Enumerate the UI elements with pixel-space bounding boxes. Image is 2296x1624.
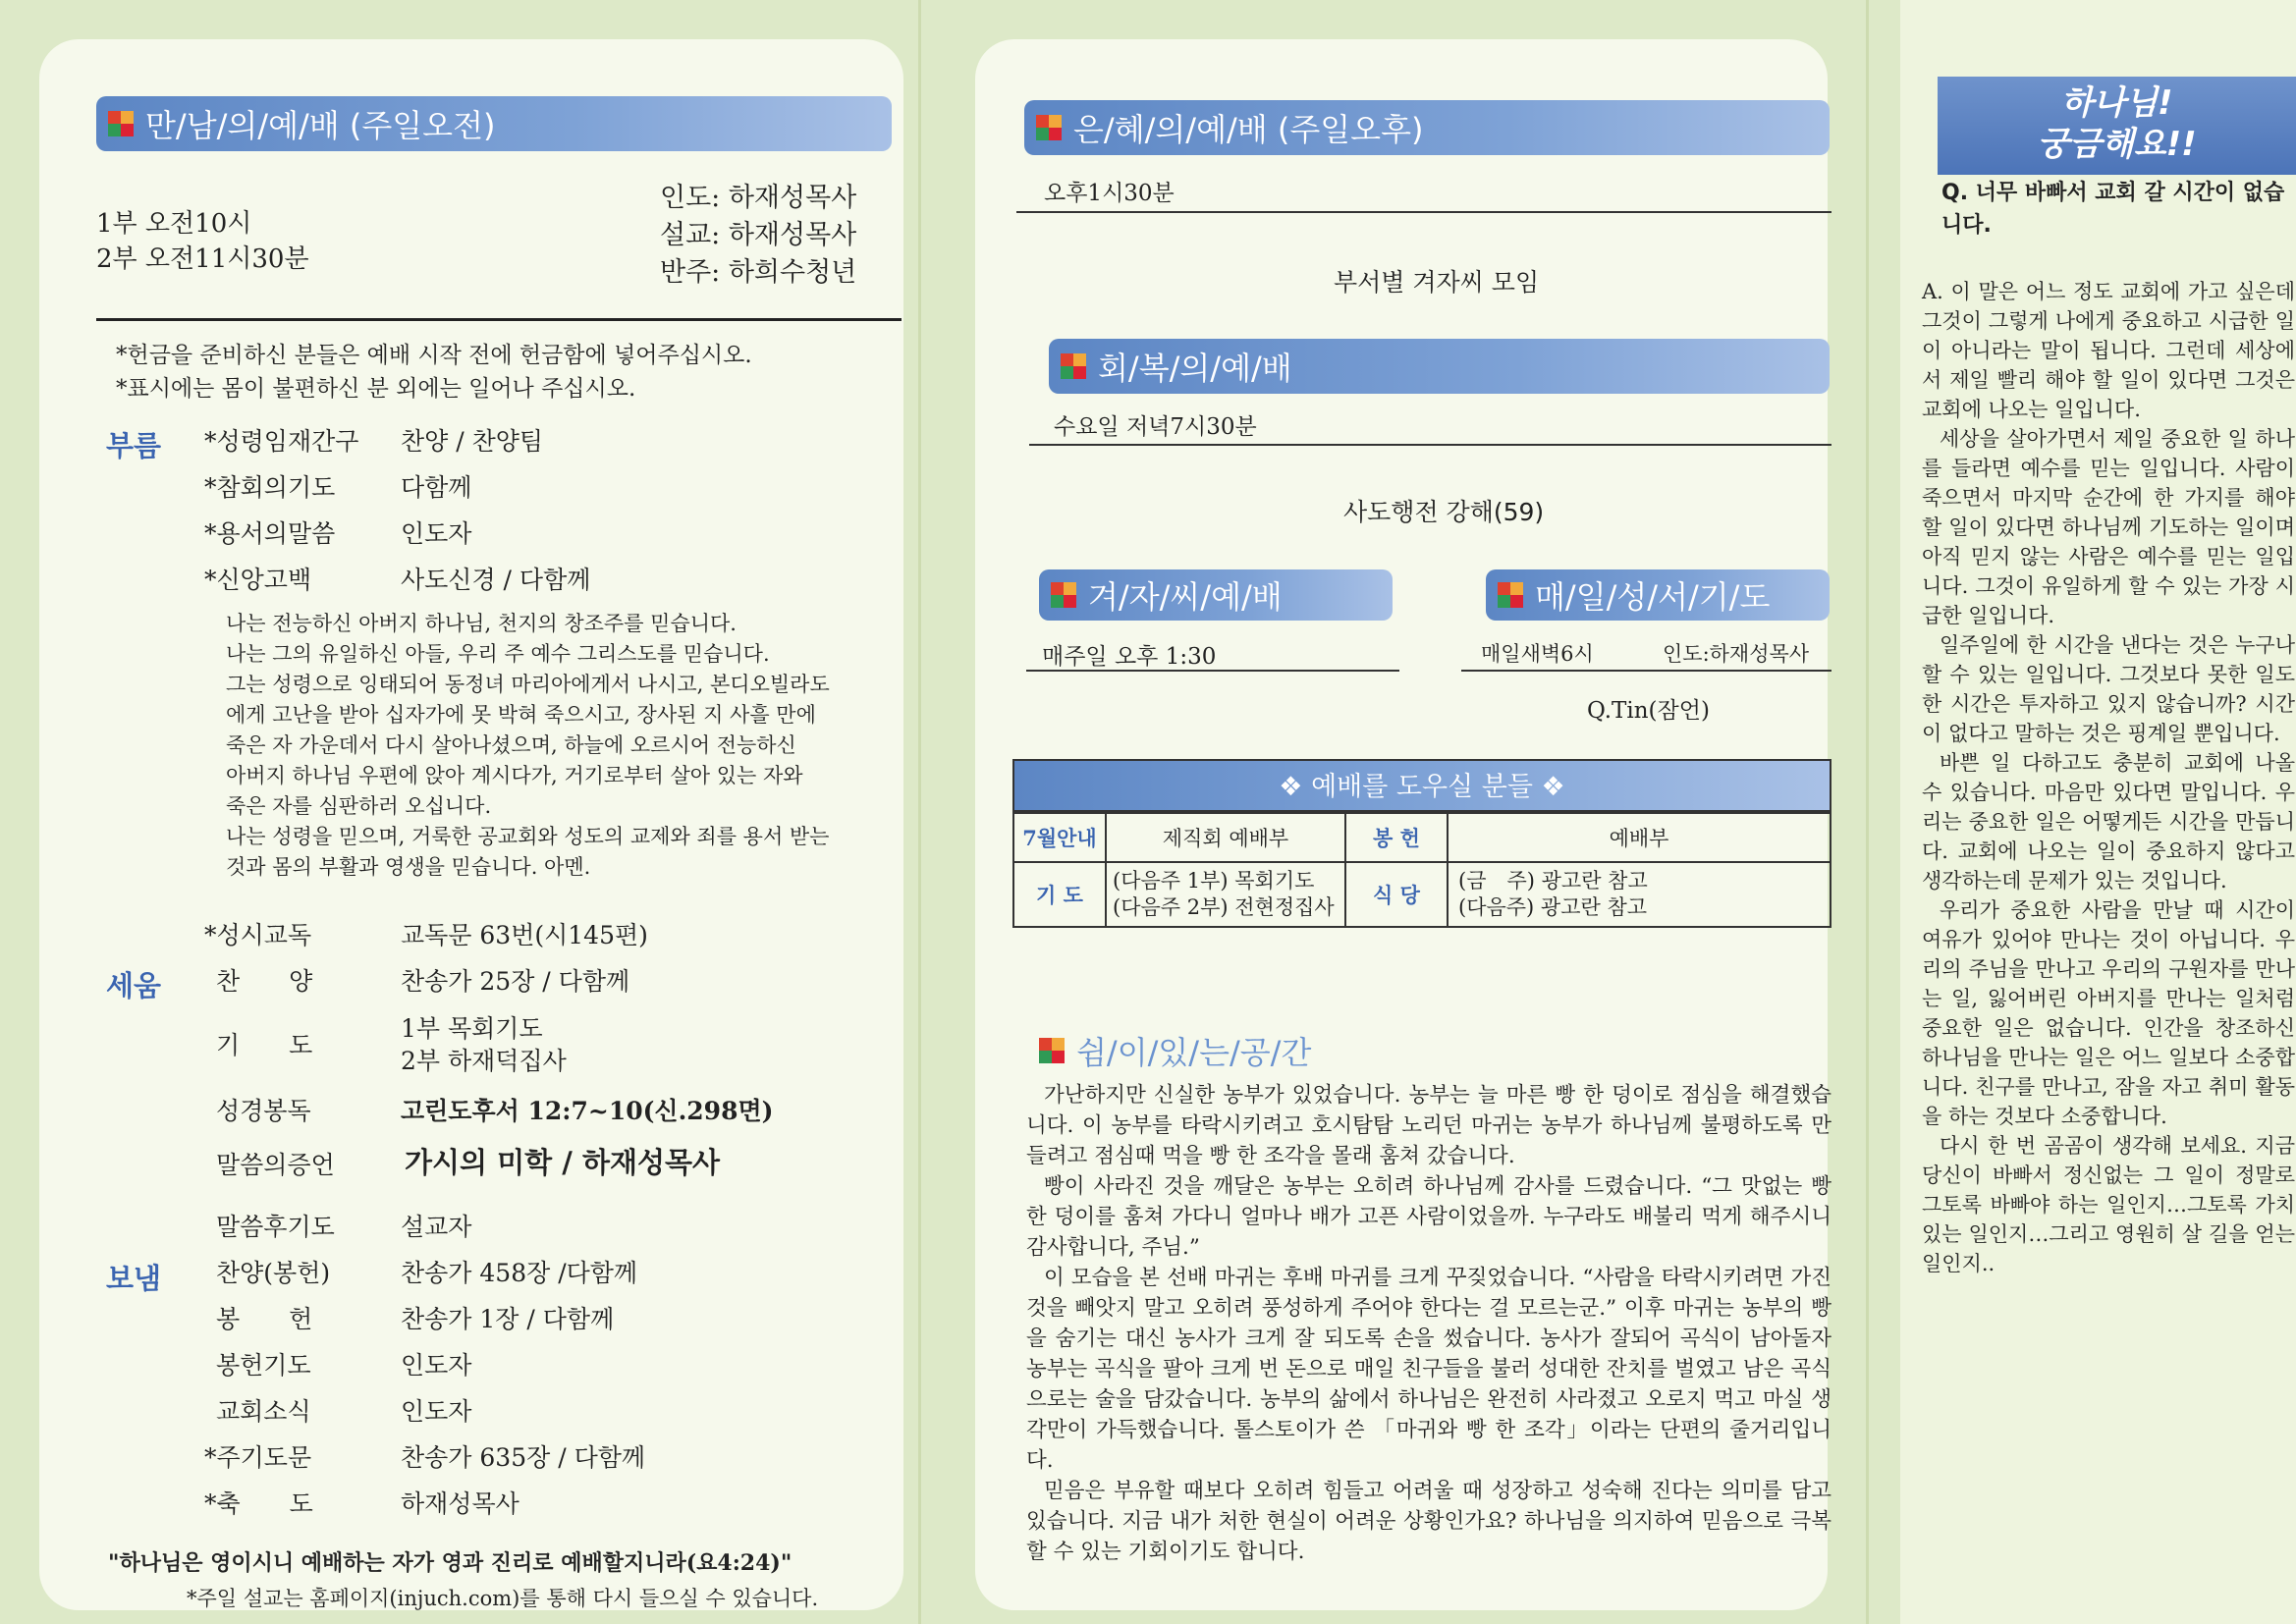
- service-times: 1부 오전10시 2부 오전11시30분: [96, 209, 309, 274]
- section-call: 부름: [106, 429, 162, 462]
- colored-square-icon: [108, 111, 134, 136]
- order-label: *주기도문: [204, 1443, 312, 1472]
- morning-worship-header: [96, 96, 892, 151]
- recovery-worship-title: 회/복/의/예/배: [1098, 350, 1292, 387]
- rest-space-story: 가난하지만 신실한 농부가 있었습니다. 농부는 늘 마른 빵 한 덩이로 점심을 해결했습니다. 이 농부를 타락시키려고 호시탐탐 노리던 마귀는 농부가 하나님께 불평하도록 만들려고 점심때 먹을 빵 한 조각을 몰래 훔쳐 갔습니다. 빵이 사라진 것을 깨달은 농부는 오히려 하나님께 감사를 드렸습니다. “그 맛없는 빵 한 덩이를 훔쳐 가다니 얼마나 배가 고픈 사람이었을까. 누구라도 배불리 먹게 해주시니 감사합니다, 주님.” 이 모습을 본 선배 마귀는 후배 마귀를 크게 꾸짖었습니다. “사람을 타락시키려면 가진 것을 빼앗지 말고 오히려 풍성하게 주어야 한다는 걸 모르는군.” 이후 마귀는 농부의 빵을 숨기는 대신 농사가 크게 잘 되도록 손을 썼습니다. 농사가 잘되어 곡식이 남아돌자 농부는 곡식을 팔아 크게 번 돈으로 매일 친구들을 불러 성대한 잔치를 벌였고 남은 곡식으로는 술을 담갔습니다. 농부의 삶에서 하나님은 완전히 사라졌고 오로지 먹고 마실 생각만이 가득했습니다. 톨스토이가 쓴 「마귀와 빵 한 조각」이라는 단편의 줄거리입니다. 믿음은 부유할 때보다 오히려 힘들고 어려울 때 성장하고 성숙해 진다는 의미를 담고 있습니다. 지금 내가 처한 현실이 어려운 상황인가요? 하나님을 의지하여 믿음으로 극복할 수 있는 기회이기도 합니다.: [1026, 1083, 1831, 1564]
- mustard-worship-header: [1039, 569, 1393, 621]
- faq-answer: A. 이 말은 어느 정도 교회에 가고 싶은데 그것이 그렇게 나에게 중요하고 시급한 일이 아니라는 말이 됩니다. 그런데 세상에서 제일 빨리 해야 할 일이 있다면 그것은 교회에 나오는 일입니다. 세상을 살아가면서 제일 중요한 일 하나를 들라면 예수를 믿는 일입니다. 사람이 죽으면서 마지막 순간에 한 가지를 해야 할 일이 있다면 하나님께 기도하는 일이며 아직 믿지 않는 사람은 예수를 믿는 일입니다. 그것이 유일하게 할 수 있는 가장 시급한 일입니다. 일주일에 한 시간을 낸다는 것은 누구나 할 수 있는 일입니다. 그것보다 못한 일도 한 시간은 투자하고 있지 않습니까? 시간이 없다고 말하는 것은 핑계일 뿐입니다. 바쁜 일 다하고도 충분히 교회에 나올 수 있습니다. 마음만 있다면 말입니다. 우리는 중요한 일은 어떻게든 시간을 만듭니다. 교회에 나오는 일이 중요하지 않다고 생각하는데 문제가 있는 것입니다. 우리가 중요한 사람을 만날 때 시간이 여유가 있어야 만나는 것이 아닙니다. 우리의 주님을 만나고 우리의 구원자를 만나는 일, 잃어버린 아버지를 만나는 일처럼 중요한 일은 없습니다. 인간을 창조하신 하나님을 만나는 일은 어느 일보다 소중합니다. 친구를 만나고, 잠을 자고 취미 활동을 하는 것보다 소중합니다. 다시 한 번 곰곰이 생각해 보세요. 지금 당신이 바빠서 정신없는 그 일이 정말로 그토록 바빠야 하는 일인지…그토록 가치있는 일인지…그리고 영원히 살 길을 얻는 일인지..: [1922, 280, 2295, 1275]
- order-label: 성경봉독: [216, 1097, 311, 1125]
- order-label: 말씀후기도: [216, 1213, 335, 1241]
- faq-panel: [1900, 0, 2296, 1624]
- sermon-title: 가시의 미학 / 하재성목사: [405, 1146, 721, 1179]
- divider: [1016, 211, 1831, 213]
- divider: [1026, 670, 1399, 672]
- grace-desc: 부서별 겨자씨 모임: [1334, 268, 1540, 297]
- table-row: [1013, 862, 1831, 927]
- rest-space-header: [1039, 1028, 1311, 1073]
- order-label: 말씀의증언: [216, 1151, 335, 1179]
- order-value: 2부 하재덕집사: [401, 1047, 567, 1075]
- order-value: 찬양 / 찬양팀: [401, 427, 544, 456]
- order-value: 고린도후서 12:7~10(신.298면): [401, 1097, 774, 1125]
- order-label: *성시교독: [204, 921, 312, 949]
- notices: *헌금을 준비하신 분들은 예배 시작 전에 헌금함에 넣어주십시오. *표시에는 몸이 불편하신 분 외에는 일어나 주십시오.: [116, 343, 752, 402]
- table-cell: 제직회 예배부: [1106, 813, 1345, 862]
- order-value: 찬송가 1장 / 다함께: [401, 1305, 615, 1333]
- helpers-table: [1012, 812, 1831, 928]
- order-label: 기 도: [216, 1031, 313, 1059]
- daily-prayer-header: [1486, 569, 1830, 621]
- order-value: 사도신경 / 다함께: [401, 566, 591, 594]
- order-value: 설교자: [401, 1213, 472, 1241]
- order-label: *신앙고백: [204, 566, 312, 594]
- order-label: *성령임재간구: [204, 427, 359, 456]
- order-value: 다함께: [401, 473, 472, 502]
- order-value: 찬송가 635장 / 다함께: [401, 1443, 646, 1472]
- table-cell: 7월안내: [1013, 813, 1106, 862]
- section-build: 세움: [106, 969, 162, 1002]
- recovery-time: 수요일 저녁7시30분: [1054, 414, 1257, 440]
- table-cell: (금 주) 광고란 참고 (다음주) 광고란 참고: [1448, 862, 1831, 927]
- order-value: 교독문 63번(시145편): [401, 921, 648, 949]
- recovery-worship-header: [1049, 339, 1830, 394]
- divider: [96, 318, 902, 321]
- faq-banner: 하나님! 궁금해요!!: [1938, 77, 2296, 175]
- grace-worship-title: 은/혜/의/예/배 (주일오후): [1073, 111, 1424, 148]
- order-value: 하재성목사: [401, 1489, 519, 1518]
- colored-square-icon: [1036, 115, 1062, 140]
- colored-square-icon: [1039, 1038, 1065, 1063]
- service-leaders: 인도: 하재성목사 설교: 하재성목사 반주: 하희수청년: [660, 183, 857, 288]
- table-cell: 예배부: [1448, 813, 1831, 862]
- grace-worship-header: [1024, 100, 1830, 155]
- verse: "하나님은 영이시니 예배하는 자가 영과 진리로 예배할지니라(요4:24)": [108, 1550, 793, 1576]
- order-label: 봉헌기도: [216, 1351, 311, 1380]
- order-label: 찬 양: [216, 967, 313, 996]
- order-label: 찬양(봉헌): [216, 1259, 331, 1287]
- homepage-note: *주일 설교는 홈페이지(injuch.com)를 통해 다시 들으실 수 있습니다.: [187, 1587, 819, 1610]
- order-value: 인도자: [401, 1397, 472, 1426]
- table-cell: (다음주 1부) 목회기도 (다음주 2부) 전현정집사: [1106, 862, 1345, 927]
- daily-prayer-title: 매/일/성/서/기/도: [1535, 578, 1771, 616]
- grace-time: 오후1시30분: [1044, 181, 1175, 206]
- afternoon-panel: [975, 39, 1831, 1610]
- mustard-time: 매주일 오후 1:30: [1042, 644, 1217, 670]
- table-cell: 기 도: [1013, 862, 1106, 927]
- order-label: *용서의말씀: [204, 519, 336, 548]
- colored-square-icon: [1061, 353, 1086, 379]
- colored-square-icon: [1498, 582, 1523, 608]
- order-label: 교회소식: [216, 1397, 311, 1426]
- order-value: 찬송가 458장 /다함께: [401, 1259, 638, 1287]
- order-label: 봉 헌: [216, 1305, 313, 1333]
- order-value: 1부 목회기도: [401, 1014, 543, 1043]
- helpers-header: ❖ 예배를 도우실 분들 ❖: [1012, 759, 1831, 812]
- mustard-worship-title: 겨/자/씨/예/배: [1088, 578, 1283, 616]
- table-row: [1013, 813, 1831, 862]
- section-send: 보냄: [106, 1262, 162, 1295]
- rest-space-title: 쉼/이/있/는/공/간: [1076, 1034, 1312, 1071]
- divider: [1461, 670, 1831, 672]
- colored-square-icon: [1051, 582, 1076, 608]
- table-cell: 식 당: [1345, 862, 1448, 927]
- order-label: *참회의기도: [204, 473, 336, 502]
- recovery-desc: 사도행전 강해(59): [1343, 498, 1545, 526]
- table-cell: 봉 헌: [1345, 813, 1448, 862]
- order-value: 인도자: [401, 1351, 472, 1380]
- order-value: 찬송가 25장 / 다함께: [401, 967, 630, 996]
- divider: [1029, 444, 1831, 446]
- daily-prayer-note: Q.Tin(잠언): [1587, 698, 1710, 724]
- apostles-creed: 나는 전능하신 아버지 하나님, 천지의 창조주를 믿습니다. 나는 그의 유일하신 아들, 우리 주 예수 그리스도를 믿습니다. 그는 성령으로 잉태되어 동정녀 마리아에게서 나시고, 본디오빌라도 에게 고난을 받아 십자가에 못 박혀 죽으시고, 장사된 지 사흘 만에 죽은 자 가운데서 다시 살아나셨으며, 하늘에 오르시어 전능하신 아버지 하나님 우편에 앉아 계시다가, 거기로부터 살아 있는 자와 죽은 자를 심판하러 오십니다. 나는 성령을 믿으며, 거룩한 공교회와 성도의 교제와 죄를 용서 받는 것과 몸의 부활과 영생을 믿습니다. 아멘.: [226, 612, 830, 879]
- daily-prayer-time: 매일새벽6시: [1481, 642, 1594, 666]
- order-label: *축 도: [204, 1489, 313, 1518]
- morning-worship-title: 만/남/의/예/배 (주일오전): [145, 107, 496, 144]
- order-value: 인도자: [401, 519, 472, 548]
- morning-worship-panel: [39, 39, 903, 1610]
- daily-prayer-leader: 인도:하재성목사: [1663, 642, 1810, 666]
- faq-question: Q. 너무 바빠서 교회 갈 시간이 없습니다.: [1941, 181, 2285, 238]
